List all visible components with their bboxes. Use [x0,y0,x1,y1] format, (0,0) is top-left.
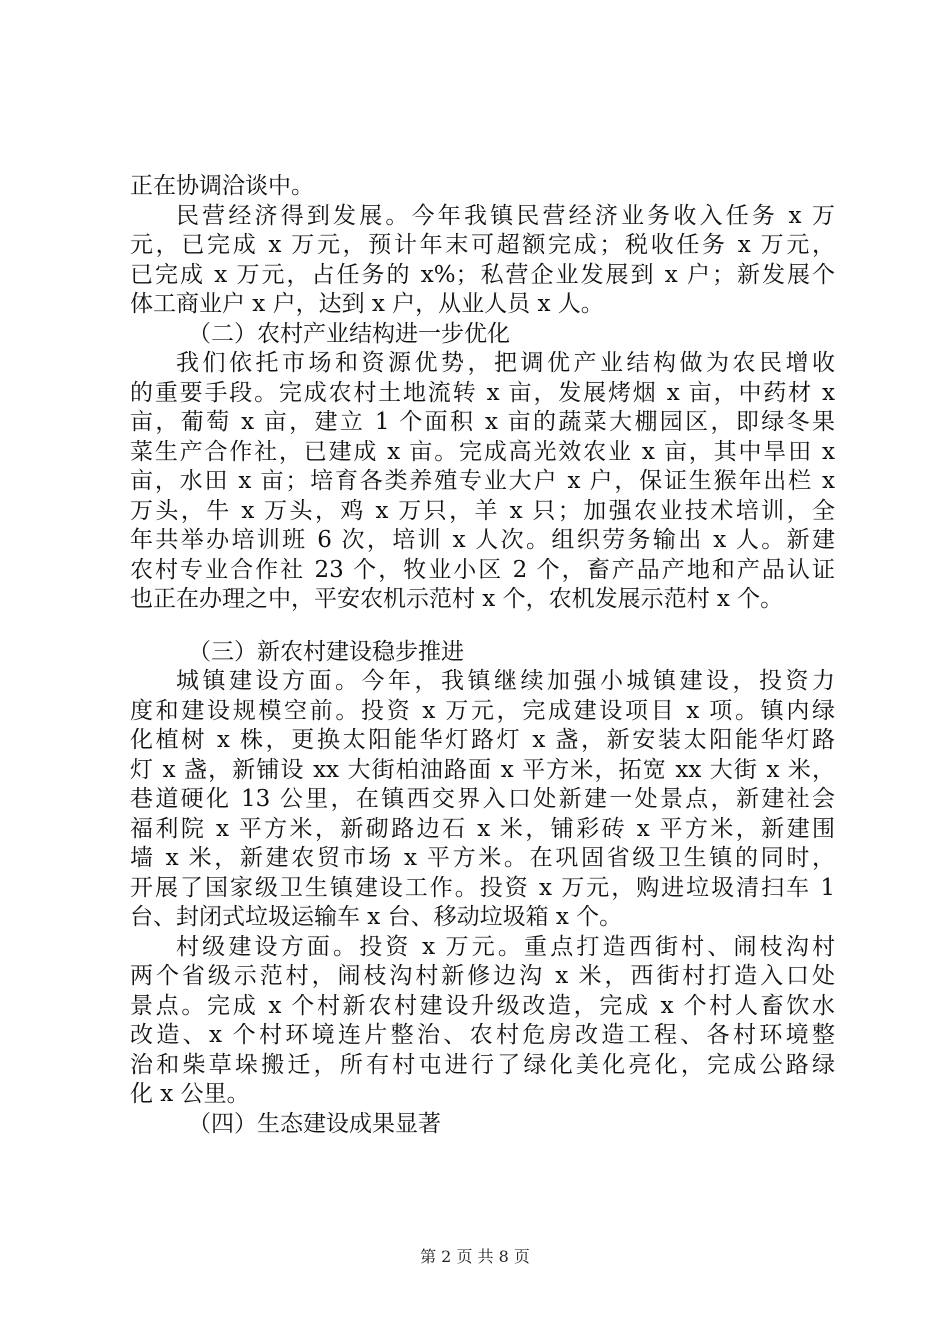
text-line: 度和建设规模空前。投资 x 万元，完成建设项目 x 项。镇内绿 [130,697,835,724]
paragraph-village-construction: 村级建设方面。投资 x 万元。重点打造西街村、闹枝沟村 [176,933,835,960]
section-heading-4: （四）生态建设成果显著 [188,1110,441,1137]
paragraph-gap [130,615,835,638]
text-line: 改造、x 个村环境连片整治、农村危房改造工程、各村环境整 [130,1022,835,1048]
text-line: 巷道硬化 13 公里，在镇西交界入口处新建一处景点，新建社会 [130,786,835,812]
text-line: 也正在办理之中，平安农机示范村 x 个，农机发展示范村 x 个。 [130,586,784,612]
text-line: 化植树 x 株，更换太阳能华灯路灯 x 盏，新安装太阳能华灯路 [130,727,835,753]
section-heading-2: （二）农村产业结构进一步优化 [188,320,510,347]
text-line: 体工商业户 x 户，达到 x 户，从业人员 x 人。 [130,291,604,317]
text-line: 景点。完成 x 个村新农村建设升级改造，完成 x 个村人畜饮水 [130,992,835,1019]
text-line: 墙 x 米，新建农贸市场 x 平方米。在巩固省级卫生镇的同时， [130,845,835,871]
text-line: 年共举办培训班 6 次，培训 x 人次。组织劳务输出 x 人。新建 [130,527,835,553]
paragraph-private-economy: 民营经济得到发展。今年我镇民营经济业务收入任务 x 万 [176,202,835,229]
text-line: 已完成 x 万元，占任务的 x%；私营企业发展到 x 户；新发展个 [130,261,835,288]
text-line: 的重要手段。完成农村土地流转 x 亩，发展烤烟 x 亩，中药材 x [130,379,835,406]
paragraph-town-construction: 城镇建设方面。今年，我镇继续加强小城镇建设，投资力 [176,668,835,694]
text-line: 福利院 x 平方米，新砌路边石 x 米，铺彩砖 x 平方米，新建围 [130,815,835,842]
text-line: 万头，牛 x 万头，鸡 x 万只，羊 x 只；加强农业技术培训，全 [130,497,835,524]
paragraph-industry-structure: 我们依托市场和资源优势，把调优产业结构做为农民增收 [176,350,835,376]
text-line: 两个省级示范村，闹枝沟村新修边沟 x 米，西街村打造入口处 [130,963,835,989]
page-number-footer: 第 2 页 共 8 页 [420,1247,530,1266]
text-line: 治和柴草垛搬迁，所有村屯进行了绿化美化亮化，完成公路绿 [130,1051,835,1078]
text-line: 台、封闭式垃圾运输车 x 台、移动垃圾箱 x 个。 [130,904,623,930]
text-line: 灯 x 盏，新铺设 xx 大街柏油路面 x 平方米，拓宽 xx 大街 x 米， [130,756,835,783]
text-line: 化 x 公里。 [130,1081,250,1107]
text-line: 开展了国家级卫生镇建设工作。投资 x 万元，购进垃圾清扫车 1 [130,874,835,901]
text-line: 亩，葡萄 x 亩，建立 1 个面积 x 亩的蔬菜大棚园区，即绿冬果 [130,409,835,435]
text-line: 农村专业合作社 23 个，牧业小区 2 个，畜产品产地和产品认证 [130,556,835,583]
text-line: 元，已完成 x 万元，预计年末可超额完成；税收任务 x 万元， [130,232,835,258]
text-line: 菜生产合作社，已建成 x 亩。完成高光效农业 x 亩，其中旱田 x [130,438,835,465]
text-line: 亩，水田 x 亩；培育各类养殖专业大户 x 户，保证生猴年出栏 x [130,468,835,494]
section-heading-3: （三）新农村建设稳步推进 [188,638,464,665]
document-body [130,172,835,1139]
text-line: 正在协调洽谈中。 [130,173,314,199]
